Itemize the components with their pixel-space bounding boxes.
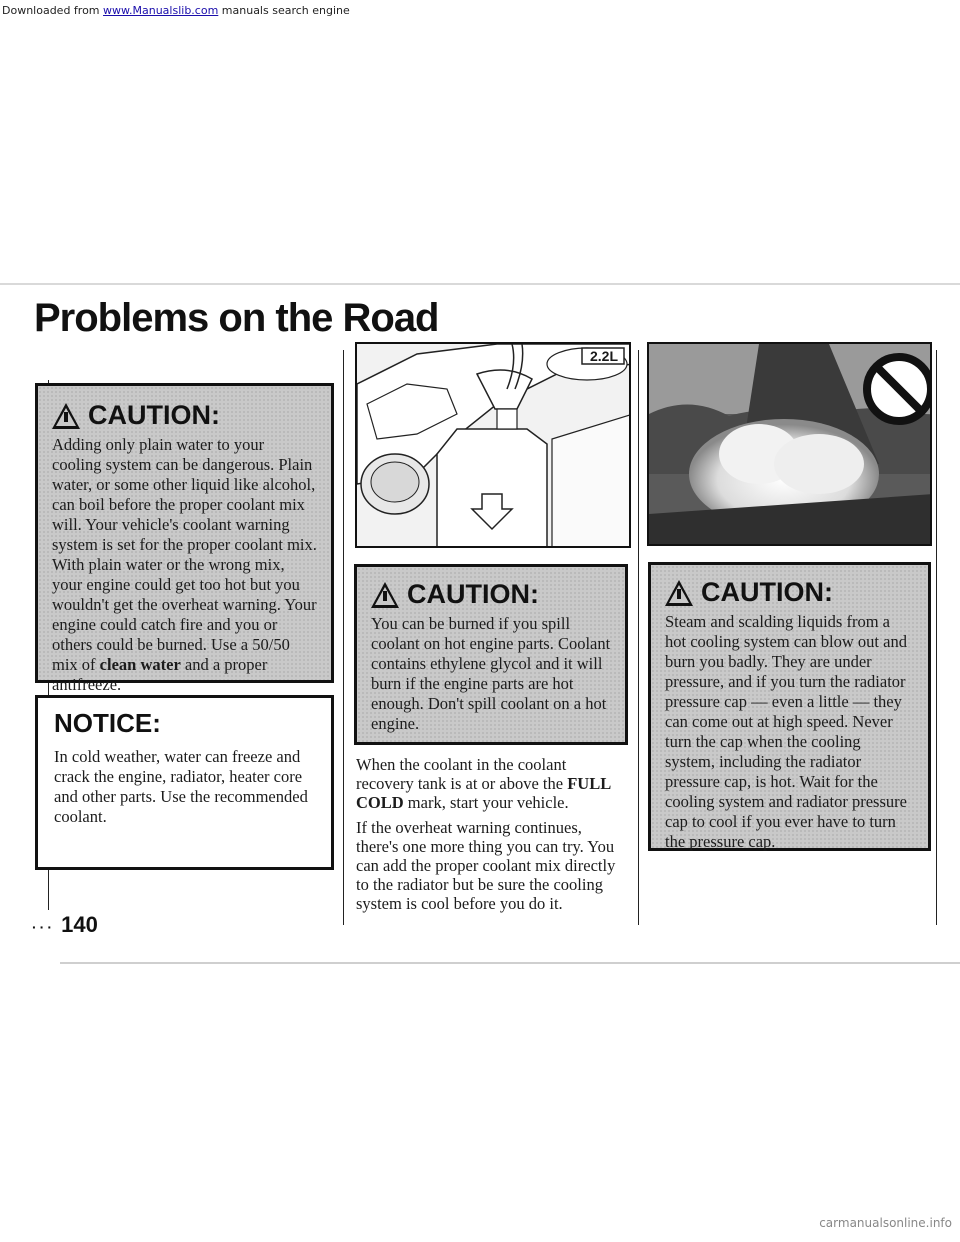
page-title: Problems on the Road [34,296,439,340]
column-divider-right [936,350,937,925]
engine-size-label: 2.2L [590,348,619,364]
engine-coolant-illustration [355,342,631,548]
warning-triangle-icon [52,403,80,429]
manualslib-link[interactable]: www.Manualslib.com [103,4,219,17]
caution-box-right [648,562,931,851]
banner-prefix: Downloaded from [2,4,104,17]
body-paragraph-1: When the coolant in the coolant recovery tank is at or above the FULL COLD mark, start your vehicle. [356,755,611,812]
caution-heading: CAUTION: [665,577,914,608]
column-divider-middle [343,350,344,925]
caution-box-middle [354,564,628,745]
bottom-rule [60,962,960,964]
top-rule [0,283,960,285]
page-number: ··· 140 [32,912,98,937]
caution-box-left [35,383,334,694]
banner-suffix: manuals search engine [218,4,350,17]
middle-body-text [356,755,628,919]
body-paragraph-2: If the overheat warning continues, there's one more thing you can try. You can add the proper coolant mix directly to the radiator but be sure the cooling system is cool before you do it. [356,818,616,913]
steam-photo-icon [649,344,932,546]
radiator-steam-photo [647,342,932,546]
warning-triangle-icon [371,582,399,608]
caution-text-left: Adding only plain water to your cooling system can be dangerous. Plain water, or some other liquid like alcohol, can boil before the proper coolant mix will. Your vehicle's coolant warning system is set for the proper coolant mix. With plain water or the wrong mix, your engine could get too hot but you wouldn't get the overheat warning. Your engine could catch fire and you or others could be burned. Use a 50/50 mix of clean water and a proper antifreeze. [52,435,317,694]
caution-heading: CAUTION: [52,400,317,431]
engine-line-drawing-icon [357,344,631,548]
download-banner [0,0,960,22]
caution-text-right: Steam and scalding liquids from a hot cooling system can blow out and burn you badly. They are under pressure, and if you turn the radiator pressure cap — even a little — they can come out at high speed. Never turn the cap when the cooling system, including the radiator pressure cap, is hot. Wait for the cooling system and radiator pressure cap to cool if you ever have to turn the pressure cap. [665,612,907,851]
notice-text: In cold weather, water can freeze and crack the engine, radiator, heater core and other parts. Use the recommended coolant. [54,747,308,826]
notice-box [35,695,334,870]
caution-text-middle: You can be burned if you spill coolant on hot engine parts. Coolant contains ethylene glycol and it will burn if the engine parts are hot enough. Don't spill coolant on a hot engine. [371,614,611,733]
column-divider-center [638,350,639,925]
watermark: carmanualsonline.info [819,1216,952,1230]
warning-triangle-icon [665,580,693,606]
caution-heading: CAUTION: [371,579,611,610]
notice-heading: NOTICE: [54,708,161,738]
